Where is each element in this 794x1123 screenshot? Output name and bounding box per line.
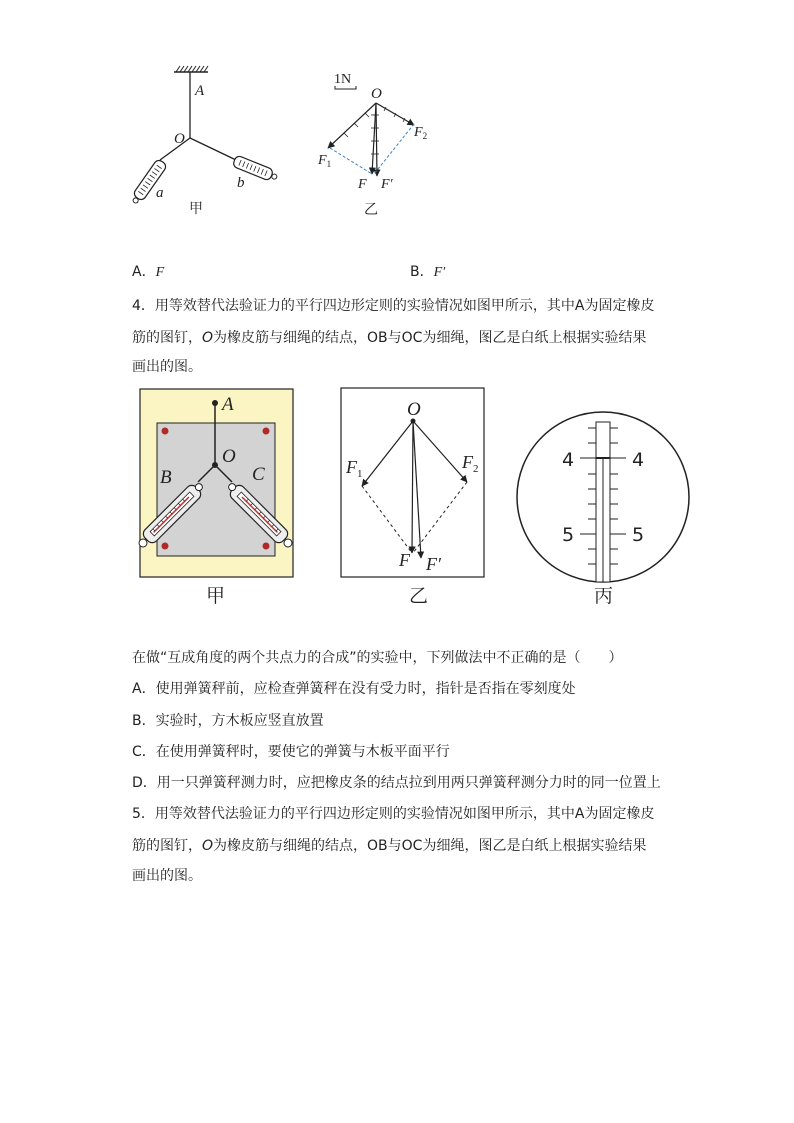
label-A: A — [222, 394, 234, 415]
label-O: O — [174, 131, 185, 147]
option-a[interactable]: A．F — [132, 264, 165, 280]
figure1-yi — [310, 62, 440, 222]
figure2-jia — [138, 386, 298, 611]
q4-line3: 画出的图。 — [132, 359, 202, 375]
label-O: O — [222, 446, 236, 467]
label-b: b — [237, 175, 245, 191]
label-O: O — [407, 399, 421, 420]
caption-bing: 丙 — [594, 585, 614, 607]
choice-a[interactable]: A．使用弹簧秤前，应检查弹簧秤在没有受力时，指针是否指在零刻度处 — [132, 681, 576, 697]
q5-line3: 画出的图。 — [132, 868, 202, 884]
figure2-bing — [515, 385, 695, 610]
label-a: a — [156, 185, 164, 201]
question-stem: 在做“互成角度的两个共点力的合成”的实验中，下列做法中不正确的是（ ） — [132, 650, 623, 666]
tick-5-right: 5 — [632, 524, 645, 546]
q5-line1: 5．用等效替代法验证力的平行四边形定则的实验情况如图甲所示，其中A为固定橡皮 — [132, 806, 655, 822]
choice-b[interactable]: B．实验时，方木板应竖直放置 — [132, 713, 324, 729]
option-b[interactable]: B．F′ — [410, 264, 446, 280]
q5-line2: 筋的图钉，O为橡皮筋与细绳的结点，OB与OC为细绳，图乙是白纸上根据实验结果 — [132, 838, 647, 854]
label-A: A — [195, 83, 205, 99]
figure1-jia — [120, 60, 290, 220]
choice-c[interactable]: C．在使用弹簧秤时，要使它的弹簧与木板平面平行 — [132, 744, 450, 760]
label-C: C — [252, 464, 265, 485]
label-Fprime: F′ — [381, 177, 393, 192]
caption-yi: 乙 — [364, 202, 378, 218]
label-Fprime: F′ — [426, 554, 441, 574]
caption-jia: 甲 — [189, 201, 203, 217]
label-B: B — [160, 467, 172, 488]
caption-jia: 甲 — [206, 585, 226, 607]
label-F1: $F_1$ — [318, 153, 332, 169]
label-F: F — [399, 550, 410, 570]
caption-yi: 乙 — [409, 585, 429, 607]
q4-line2: 筋的图钉，O为橡皮筋与细绳的结点，OB与OC为细绳，图乙是白纸上根据实验结果 — [132, 330, 647, 346]
label-F2: $F_2$ — [414, 125, 428, 141]
scale-label: 1N — [334, 72, 352, 87]
q4-line1: 4．用等效替代法验证力的平行四边形定则的实验情况如图甲所示，其中A为固定橡皮 — [132, 298, 655, 314]
label-O: O — [371, 86, 382, 102]
tick-5-left: 5 — [562, 524, 575, 546]
label-F: F — [358, 177, 367, 192]
label-F2: $F_2$ — [462, 452, 479, 475]
figure2-yi — [338, 385, 488, 610]
label-F1: $F_1$ — [346, 457, 363, 480]
choice-d[interactable]: D．用一只弹簧秤测力时，应把橡皮条的结点拉到用两只弹簧秤测分力时的同一位置上 — [132, 775, 661, 791]
tick-4-left: 4 — [562, 449, 575, 471]
tick-4-right: 4 — [632, 449, 645, 471]
